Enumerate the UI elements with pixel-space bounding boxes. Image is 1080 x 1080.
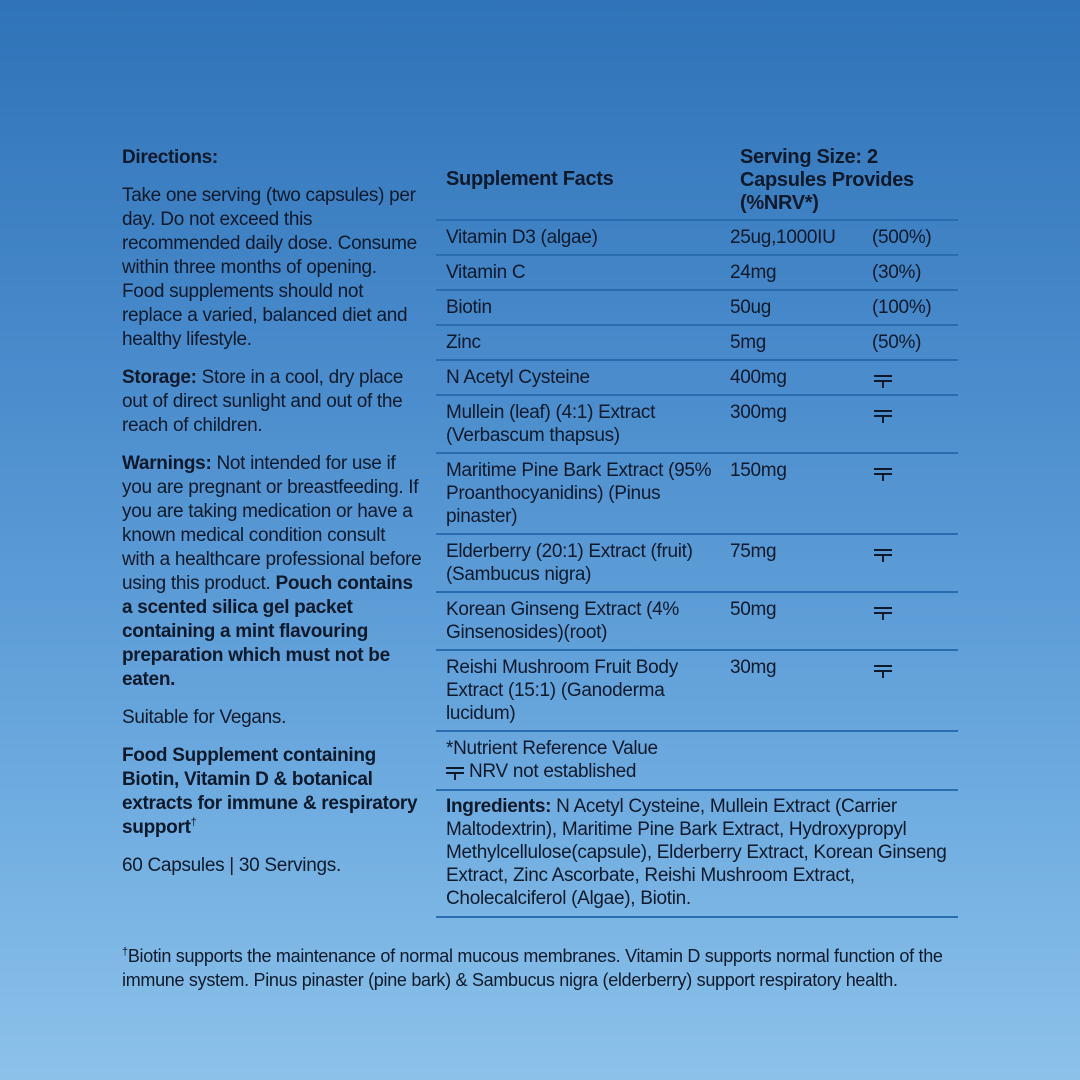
ingredient-nrv: (50%) <box>872 332 922 353</box>
footnote-text: Biotin supports the maintenance of normal mucous membranes. Vitamin D supports normal function of the immune system. Pinus pinaster (pine bark) & Sambucus nigra (elderberry) support respiratory health. <box>122 946 943 990</box>
ingredient-amount: 300mg <box>730 402 787 423</box>
ingredient-name: Vitamin D3 (algae) <box>446 227 598 248</box>
directions-heading: Directions: <box>122 147 218 168</box>
supplement-facts-panel <box>436 146 958 918</box>
storage-paragraph <box>122 366 422 438</box>
ingredient-name: Zinc <box>446 332 481 353</box>
ingredient-name: N Acetyl Cysteine <box>446 367 590 388</box>
ingredient-nrv: (500%) <box>872 227 932 248</box>
ingredient-amount: 50mg <box>730 599 777 620</box>
serving-size: Serving Size: 2 Capsules Provides (%NRV*) <box>740 146 914 214</box>
nrv-not-established-icon <box>872 598 958 644</box>
supplement-row <box>436 291 958 326</box>
nrv-not-established-text: NRV not established <box>464 761 637 782</box>
capsule-count: 60 Capsules | 30 Servings. <box>122 855 341 876</box>
ingredients-block <box>436 791 958 918</box>
left-column <box>122 146 422 892</box>
ingredient-nrv: (100%) <box>872 297 932 318</box>
ingredient-name: Elderberry (20:1) Extract (fruit) (Sambucus nigra) <box>446 541 693 585</box>
ingredient-amount: 75mg <box>730 541 777 562</box>
supplement-row <box>436 221 958 256</box>
supplement-row <box>436 396 958 454</box>
ingredient-amount: 30mg <box>730 657 777 678</box>
warnings-text: Not intended for use if you are pregnant or breastfeeding. If you are taking medication or have a known medical condition consult with a healthcare professional before using this product. <box>122 453 422 594</box>
warnings-label: Warnings: <box>122 453 212 474</box>
ingredients-text: N Acetyl Cysteine, Mullein Extract (Carrier Maltodextrin), Maritime Pine Bark Extract, Hydroxypropyl Methylcellulose(capsule), Elderberry Extract, Korean Ginseng Extract, Zinc Ascorbate, Reishi Mushroom Extract, Cholecalciferol (Algae), Biotin. <box>446 796 947 909</box>
storage-text: Store in a cool, dry place out of direct sunlight and out of the reach of children. <box>122 367 403 436</box>
ingredient-name: Vitamin C <box>446 262 526 283</box>
directions-text: Take one serving (two capsules) per day. Do not exceed this recommended daily dose. Consume within three months of opening. Food supplements should not replace a varied, balanced diet and healthy lifestyle. <box>122 185 417 350</box>
ingredients-label: Ingredients: <box>446 796 552 817</box>
ingredient-amount: 150mg <box>730 460 787 481</box>
ingredient-name: Biotin <box>446 297 492 318</box>
ingredient-amount: 24mg <box>730 262 777 283</box>
supplement-facts-header <box>436 146 958 221</box>
nrv-not-established-icon <box>872 366 958 389</box>
nrv-not-established-icon <box>446 765 464 779</box>
dagger-mark: † <box>190 816 197 829</box>
ingredient-name: Maritime Pine Bark Extract (95% Proanthocyanidins) (Pinus pinaster) <box>446 460 712 527</box>
product-description-text: Food Supplement containing Biotin, Vitamin D & botanical extracts for immune & respiratory support <box>122 745 418 838</box>
ingredient-amount: 5mg <box>730 332 767 353</box>
ingredient-amount: 25ug,1000IU <box>730 227 836 248</box>
supplement-facts-rows <box>436 221 958 732</box>
ingredient-amount: 50ug <box>730 297 772 318</box>
ingredient-nrv: (30%) <box>872 262 922 283</box>
supplement-row <box>436 256 958 291</box>
supplement-row <box>436 326 958 361</box>
warnings-paragraph <box>122 452 422 692</box>
supplement-row <box>436 651 958 732</box>
vegan-note: Suitable for Vegans. <box>122 707 287 728</box>
ingredient-name: Mullein (leaf) (4:1) Extract (Verbascum thapsus) <box>446 402 656 446</box>
supplement-facts-title: Supplement Facts <box>446 168 614 190</box>
nrv-not-established-note <box>446 760 948 783</box>
ingredient-amount: 400mg <box>730 367 787 388</box>
product-description <box>122 744 422 840</box>
ingredient-name: Korean Ginseng Extract (4% Ginsenosides)(root) <box>446 599 679 643</box>
supplement-row <box>436 361 958 396</box>
nrv-not-established-icon <box>872 656 958 725</box>
ingredient-name: Reishi Mushroom Fruit Body Extract (15:1) (Ganoderma lucidum) <box>446 657 678 724</box>
storage-label: Storage: <box>122 367 197 388</box>
footnote-dagger-mark: † <box>122 946 128 958</box>
nrv-not-established-icon <box>872 540 958 586</box>
nrv-not-established-icon <box>872 459 958 528</box>
supplement-row <box>436 454 958 535</box>
nrv-not-established-icon <box>872 401 958 447</box>
facts-notes <box>436 732 958 791</box>
supplement-row <box>436 535 958 593</box>
footnote <box>122 944 972 992</box>
warnings-bold-text: Pouch contains a scented silica gel packet containing a mint flavouring preparation which must not be eaten. <box>122 573 413 690</box>
nrv-note: *Nutrient Reference Value <box>446 738 658 759</box>
supplement-row <box>436 593 958 651</box>
